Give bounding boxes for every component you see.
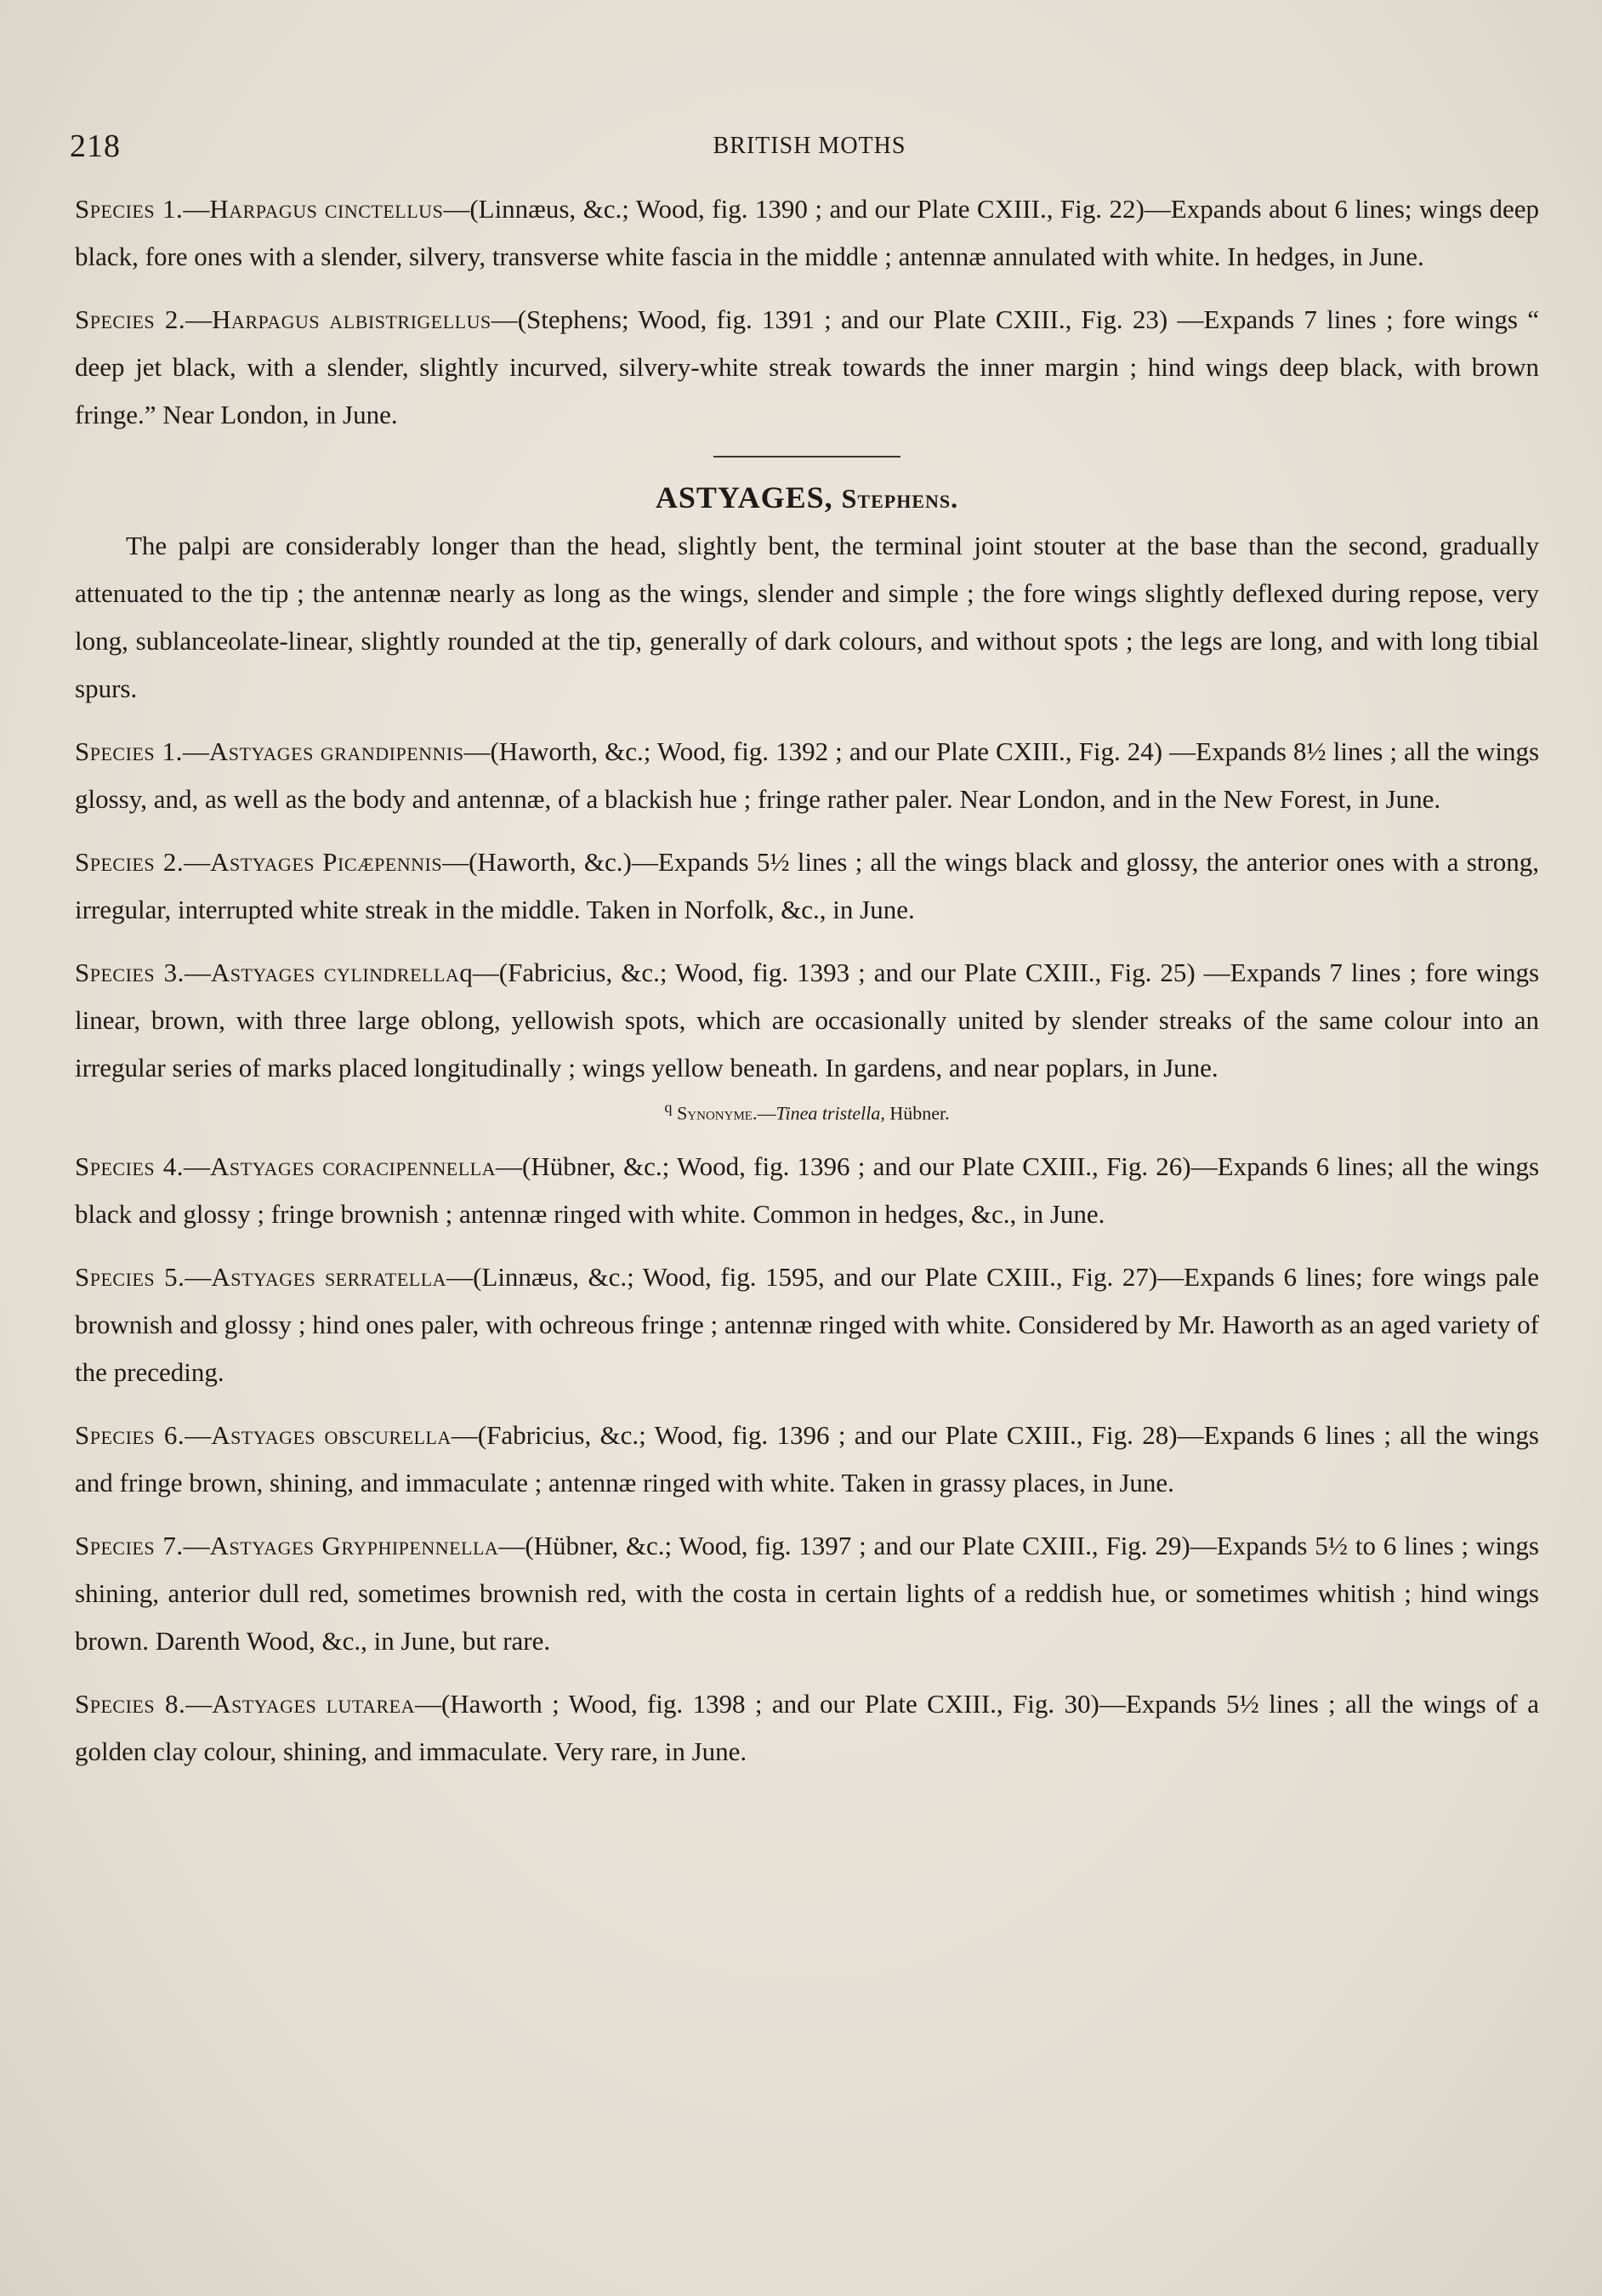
species-name: obscurella (324, 1420, 452, 1451)
species-number: Species 5. (75, 1262, 185, 1293)
species-dash: — (182, 736, 209, 766)
footnote-synonym: Tinea tristella, (775, 1102, 885, 1124)
species-name: coracipennella (322, 1151, 497, 1182)
species-name: serratella (324, 1262, 447, 1293)
genus-heading-name: ASTYAGES, (655, 480, 833, 514)
species-dash: — (185, 1689, 213, 1719)
footnote-author: Hübner. (889, 1102, 950, 1124)
text-column (75, 185, 1539, 1791)
species-entry (75, 1253, 1539, 1396)
species-dash: — (184, 958, 211, 987)
species-name: Picæpennis (322, 847, 443, 877)
species-entry (75, 838, 1539, 934)
species-dash: — (184, 847, 211, 877)
species-text: —(Stephens; Wood, fig. 1391 ; and our Plate CXIII., Fig. 23) —Expands 7 lines ; fore wings “ deep jet black, with a slender, slightly incurved, silvery-white streak towards the inner margin ; hind wings deep black, with brown fringe.” Near London, in June. (75, 304, 1539, 429)
species-text: —(Haworth, &c.; Wood, fig. 1392 ; and our Plate CXIII., Fig. 24) —Expands 8½ lines ; all the wings glossy, and, as well as the body and antennæ, of a blackish hue ; fringe rather paler. Near London, and in the New Forest, in June. (75, 736, 1540, 814)
species-text: —(Hübner, &c.; Wood, fig. 1396 ; and our Plate CXIII., Fig. 26)—Expands 6 lines; all the wings black and glossy ; fringe brownish ; antennæ ringed with white. Common in hedges, &c., in June. (75, 1151, 1540, 1230)
species-number: Species 8. (75, 1689, 186, 1719)
species-text: —(Fabricius, &c.; Wood, fig. 1396 ; and our Plate CXIII., Fig. 28)—Expands 6 lines ; all the wings and fringe brown, shining, and immaculate ; antennæ ringed with white. Taken in grassy places, in June. (75, 1420, 1539, 1498)
footnote (75, 1099, 1539, 1124)
species-name: albistrigellus (329, 304, 491, 334)
species-dash: — (185, 1262, 212, 1293)
species-name: cinctellus (324, 194, 444, 224)
species-name: grandipennis (320, 736, 464, 766)
species-entry (75, 185, 1539, 281)
genus-description: The palpi are considerably longer than the head, slightly bent, the terminal joint stouter at the base than the second, gradually attenuated to the tip ; the antennæ nearly as long as the wings, slender and simple ; the fore wings slightly deflexed during repose, very long, sublanceolate-linear, slightly rounded at the tip, generally of dark colours, and without spots ; the legs are long, and with long tibial spurs. (75, 531, 1539, 703)
genus-name: Astyages (210, 958, 315, 987)
genus-name: Astyages (208, 736, 314, 766)
species-text: —(Haworth, &c.)—Expands 5½ lines ; all the wings black and glossy, the anterior ones with a strong, irregular, interrupted white streak in the middle. Taken in Norfolk, &c., in June. (75, 847, 1540, 924)
footnote-label: Synonyme. (677, 1102, 758, 1124)
species-text: —(Linnæus, &c.; Wood, fig. 1390 ; and our Plate CXIII., Fig. 22)—Expands about 6 lines; wings deep black, fore ones with a slender, silvery, transverse white fascia in the middle ; antennæ annulated with white. In hedges, in June. (75, 194, 1539, 271)
species-dash: — (185, 1420, 212, 1451)
species-number: Species 4. (75, 1151, 185, 1182)
genus-heading-author: Stephens. (841, 483, 959, 514)
species-name: cylindrella (323, 958, 460, 987)
genus-name: Astyages (212, 1689, 317, 1719)
footnote-dash: — (757, 1102, 776, 1124)
species-entry (75, 1412, 1539, 1507)
species-text: q—(Fabricius, &c.; Wood, fig. 1393 ; and our Plate CXIII., Fig. 25) —Expands 7 lines ; fore wings linear, brown, with three large oblong, yellowish spots, which are occasionally united by slender streaks of the same colour into an irregular series of marks placed longitudinally ; wings yellow beneath. In gardens, and near poplars, in June. (75, 958, 1540, 1083)
genus-name: Astyages (209, 1531, 315, 1561)
species-dash: — (185, 304, 213, 334)
species-text: —(Linnæus, &c.; Wood, fig. 1595, and our Plate CXIII., Fig. 27)—Expands 6 lines; fore wings pale brownish and glossy ; hind ones paler, with ochreous fringe ; antennæ ringed with white. Considered by Mr. Haworth as an aged variety of the preceding. (75, 1262, 1539, 1388)
species-number: Species 1. (75, 194, 184, 224)
species-entry (75, 296, 1539, 439)
species-number: Species 7. (75, 1531, 184, 1561)
species-entry (75, 728, 1539, 823)
running-title: BRITISH MOTHS (713, 133, 906, 159)
genus-name: Harpagus (212, 304, 321, 334)
species-number: Species 1. (75, 736, 183, 766)
species-name: Gryphipennella (321, 1531, 499, 1561)
species-text: —(Hübner, &c.; Wood, fig. 1397 ; and our Plate CXIII., Fig. 29)—Expands 5½ to 6 lines ; wings shining, anterior dull red, sometimes brownish red, with the costa in certain lights of a reddish hue, or sometimes whitish ; hind wings brown. Darenth Wood, &c., in June, but rare. (75, 1531, 1539, 1657)
species-dash: — (183, 194, 210, 224)
genus-heading (75, 480, 1539, 515)
footnote-mark: q (664, 1099, 673, 1116)
genus-name: Astyages (210, 1151, 315, 1182)
species-entry (75, 1522, 1539, 1665)
genus-name: Astyages (211, 1420, 316, 1451)
species-number: Species 6. (75, 1420, 185, 1451)
page-number: 218 (70, 128, 121, 164)
genus-name: Harpagus (209, 194, 318, 224)
species-entry (75, 1680, 1539, 1776)
species-entry (75, 949, 1539, 1092)
running-head (70, 128, 1549, 170)
species-dash: — (183, 1531, 210, 1561)
section-divider (713, 456, 900, 457)
genus-name: Astyages (211, 1262, 316, 1293)
genus-name: Astyages (210, 847, 315, 877)
species-number: Species 3. (75, 958, 185, 987)
species-number: Species 2. (75, 847, 185, 877)
species-dash: — (184, 1151, 211, 1182)
species-name: lutarea (326, 1689, 415, 1719)
species-number: Species 2. (75, 304, 186, 334)
species-entry (75, 1143, 1539, 1238)
species-text: —(Haworth ; Wood, fig. 1398 ; and our Plate CXIII., Fig. 30)—Expands 5½ lines ; all the wings of a golden clay colour, shining, and immaculate. Very rare, in June. (75, 1689, 1540, 1767)
